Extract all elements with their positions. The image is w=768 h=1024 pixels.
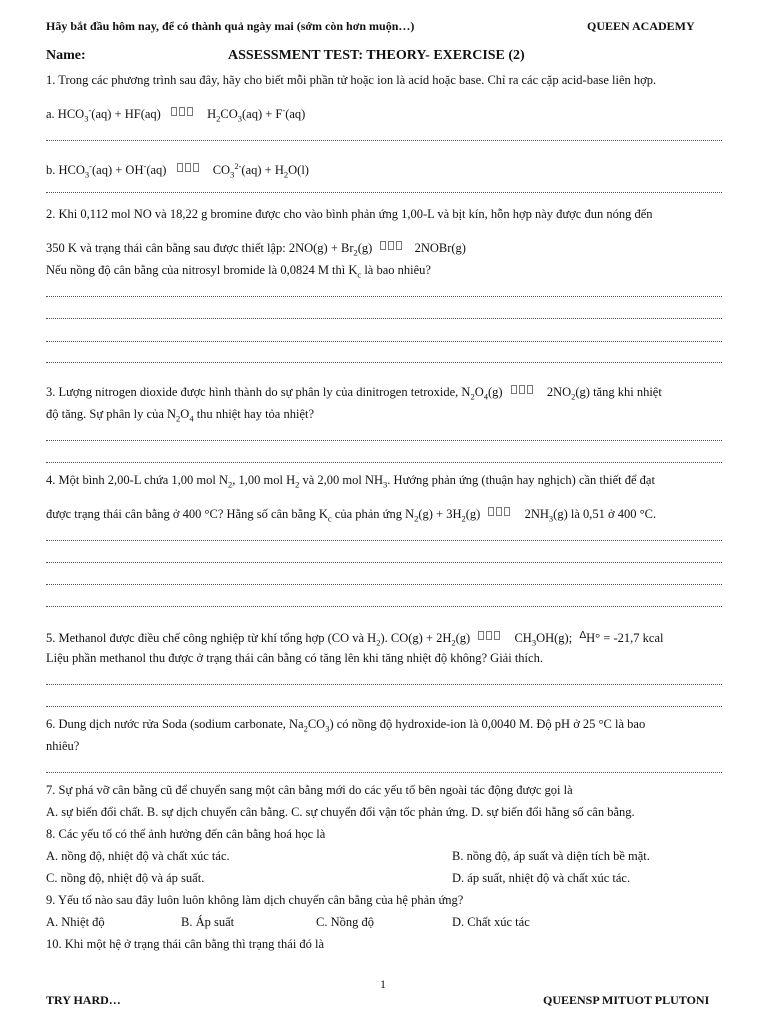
q2-line3: Nếu nồng độ cân bằng của nitrosyl bromide là 0,0824 M thì $K_c$ là bao nhiêu? [46,263,431,280]
answer-line[interactable] [46,772,722,773]
answer-line[interactable] [46,462,722,463]
q9-option-b[interactable]: B. Áp suất [181,915,235,929]
header-motto: Hãy bắt đầu hôm nay, để có thành quả ngày mai (sớm còn hơn muộn…) [46,19,415,33]
q9-option-d[interactable]: D. Chất xúc tác [452,915,530,929]
equilibrium-arrow-icon [379,241,403,255]
q3-line1: 3. Lượng nitrogen dioxide được hình thành do sự phân ly của dinitrogen tetroxide, $N_2O_4(g)$ $2NO_2(g)$ tăng khi nhiệt [46,385,662,402]
answer-line[interactable] [46,540,722,541]
equilibrium-arrow-icon [170,107,194,121]
answer-line[interactable] [46,296,722,297]
q6-line1: 6. Dung dịch nước rửa Soda (sodium carbonate, $Na_2CO_3$) có nồng độ hydroxide-ion là 0,0040 M. Độ pH ở 25 °C là bao [46,717,646,734]
answer-line[interactable] [46,140,722,141]
q3-line2: độ tăng. Sự phân ly của $N_2O_4$ thu nhiệt hay tỏa nhiệt? [46,407,315,424]
q2-line1: 2. Khi 0,112 mol NO và 18,22 g bromine được cho vào bình phản ứng 1,00-L và bịt kín, hỗn hợp này được đun nóng đến [46,207,653,221]
answer-line[interactable] [46,706,722,707]
q5-line2: Liệu phần methanol thu được ở trạng thái cân bằng có tăng lên khi tăng nhiệt độ không? Giải thích. [46,651,543,665]
name-label: Name: [46,48,86,63]
answer-line[interactable] [46,606,722,607]
q10-question: 10. Khi một hệ ở trạng thái cân bằng thì trạng thái đó là [46,937,325,951]
delta-symbol: Δ [579,630,587,641]
page-number: 1 [380,977,386,991]
equilibrium-arrow-icon [176,163,200,177]
footer-right: QUEENSP MITUOT PLUTONI [543,993,710,1007]
q8-question: 8. Các yếu tố có thể ảnh hưởng đến cân bằng hoá học là [46,827,326,841]
answer-line[interactable] [46,192,722,193]
q7-question: 7. Sự phá vỡ cân bằng cũ để chuyển sang một cân bằng mới do các yếu tố bên ngoài tác động được gọi là [46,783,573,797]
q6-line2: nhiêu? [46,739,80,753]
q2-line2: 350 K và trạng thái cân bằng sau được thiết lập: $2NO(g) + Br_2(g)$ 2NOBr(g) [46,241,466,258]
footer-left: TRY HARD… [46,993,121,1007]
q8-option-a[interactable]: A. nồng độ, nhiệt độ và chất xúc tác. [46,849,230,863]
answer-line[interactable] [46,362,722,363]
equilibrium-arrow-icon [487,507,511,521]
q8-option-c[interactable]: C. nồng độ, nhiệt độ và áp suất. [46,871,205,885]
answer-line[interactable] [46,318,722,319]
answer-line[interactable] [46,341,722,342]
q9-option-c[interactable]: C. Nồng độ [316,915,374,929]
q4-line1: 4. Một bình 2,00-L chứa 1,00 mol $N_2$, 1,00 mol $H_2$ và 2,00 mol $NH_3$. Hướng phản ứng (thuận hay nghịch) cần thiết để đạt [46,473,655,490]
header-org: QUEEN ACADEMY [587,19,695,33]
q9-question: 9. Yếu tố nào sau đây luôn luôn không làm dịch chuyển cân bằng của hệ phản ứng? [46,893,464,907]
answer-line[interactable] [46,684,722,685]
q7-options: A. sự biến đổi chất. B. sự dịch chuyển cân bằng. C. sự chuyển đổi vận tốc phản ứng. D. sự biến đổi hằng số cân bằng. [46,805,635,819]
answer-line[interactable] [46,562,722,563]
equilibrium-arrow-icon [477,631,501,645]
q9-option-a[interactable]: A. Nhiệt độ [46,915,105,929]
equilibrium-arrow-icon [510,385,534,399]
q8-option-d[interactable]: D. áp suất, nhiệt độ và chất xúc tác. [452,871,631,885]
answer-line[interactable] [46,440,722,441]
page-title: ASSESSMENT TEST: THEORY- EXERCISE (2) [228,48,525,63]
q4-line2: được trạng thái cân bằng ở 400 °C? Hằng số cân bằng $K_c$ của phản ứng $N_2(g) + 3H_2(g)$ $2NH_3(g)$ là 0,51 ở 400 °C. [46,507,657,524]
q1-text: 1. Trong các phương trình sau đây, hãy cho biết mỗi phần tử hoặc ion là acid hoặc base. Chỉ ra các cặp acid-base liên hợp. [46,73,657,87]
q1-b-equation: b. $HCO_3^-(aq) + OH^-(aq) CO_3^{2-}(aq) + H_2O(l)$ [46,160,309,180]
q1-a-equation: a. $HCO_3^-(aq) + HF(aq) H_2CO_3(aq) + F^-(aq)$ [46,104,306,124]
q8-option-b[interactable]: B. nồng độ, áp suất và diện tích bề mặt. [452,849,650,863]
q5-line1: 5. Methanol được điều chế công nghiệp từ khí tổng hợp (CO và $H_2$). $CO(g) + 2H_2(g)$ $CH_3OH(g)$; $^\Delta$H° = -21,7 kcal [46,630,664,648]
answer-line[interactable] [46,584,722,585]
